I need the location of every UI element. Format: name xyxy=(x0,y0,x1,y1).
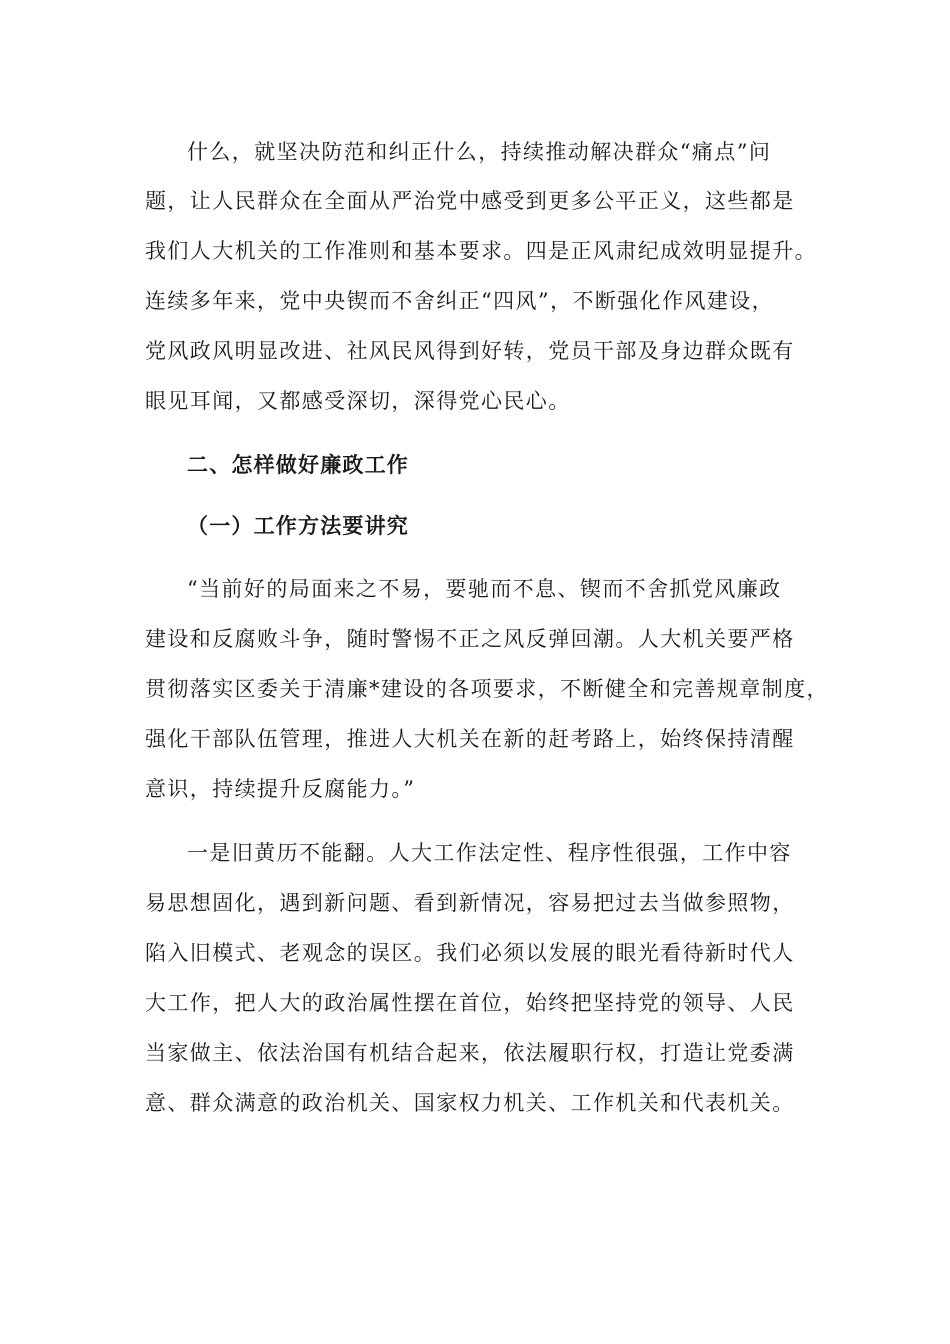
paragraph-line: 连续多年来，党中央锲而不舍纠正“四风”，不断强化作风建设， xyxy=(145,289,775,313)
subsection-heading: （一）工作方法要讲究 xyxy=(187,514,409,538)
section-heading: 二、怎样做好廉政工作 xyxy=(187,453,409,477)
quote-line: 建设和反腐败斗争，随时警惕不正之风反弹回潮。人大机关要严格 xyxy=(145,627,795,651)
quote-line: 意识，持续提升反腐能力。” xyxy=(145,777,416,801)
paragraph-line: 党风政风明显改进、社风民风得到好转，党员干部及身边群众既有 xyxy=(145,339,795,363)
quote-line: 强化干部队伍管理，推进人大机关在新的赶考路上，始终保持清醒 xyxy=(145,727,795,751)
paragraph-line: 易思想固化，遇到新问题、看到新情况，容易把过去当做参照物， xyxy=(145,891,795,915)
paragraph-line: 陷入旧模式、老观念的误区。我们必须以发展的眼光看待新时代人 xyxy=(145,941,795,965)
paragraph-line: 当家做主、依法治国有机结合起来，依法履职行权，打造让党委满 xyxy=(145,1041,795,1065)
paragraph-line: 眼见耳闻，又都感受深切，深得党心民心。 xyxy=(145,389,571,413)
quote-line: “当前好的局面来之不易，要驰而不息、锲而不舍抓党风廉政 xyxy=(187,577,782,601)
paragraph-line: 意、群众满意的政治机关、国家权力机关、工作机关和代表机关。 xyxy=(145,1091,795,1115)
paragraph-line: 一是旧黄历不能翻。人大工作法定性、程序性很强，工作中容 xyxy=(187,841,792,865)
paragraph-line: 题，让人民群众在全面从严治党中感受到更多公平正义，这些都是 xyxy=(145,189,795,213)
paragraph-line: 我们人大机关的工作准则和基本要求。四是正风肃纪成效明显提升。 xyxy=(145,239,817,263)
paragraph-line: 什么，就坚决防范和纠正什么，持续推动解决群众“痛点”问 xyxy=(187,140,772,164)
quote-line: 贯彻落实区委关于清廉*建设的各项要求，不断健全和完善规章制度， xyxy=(145,677,829,701)
paragraph-line: 大工作，把人大的政治属性摆在首位，始终把坚持党的领导、人民 xyxy=(145,991,795,1015)
